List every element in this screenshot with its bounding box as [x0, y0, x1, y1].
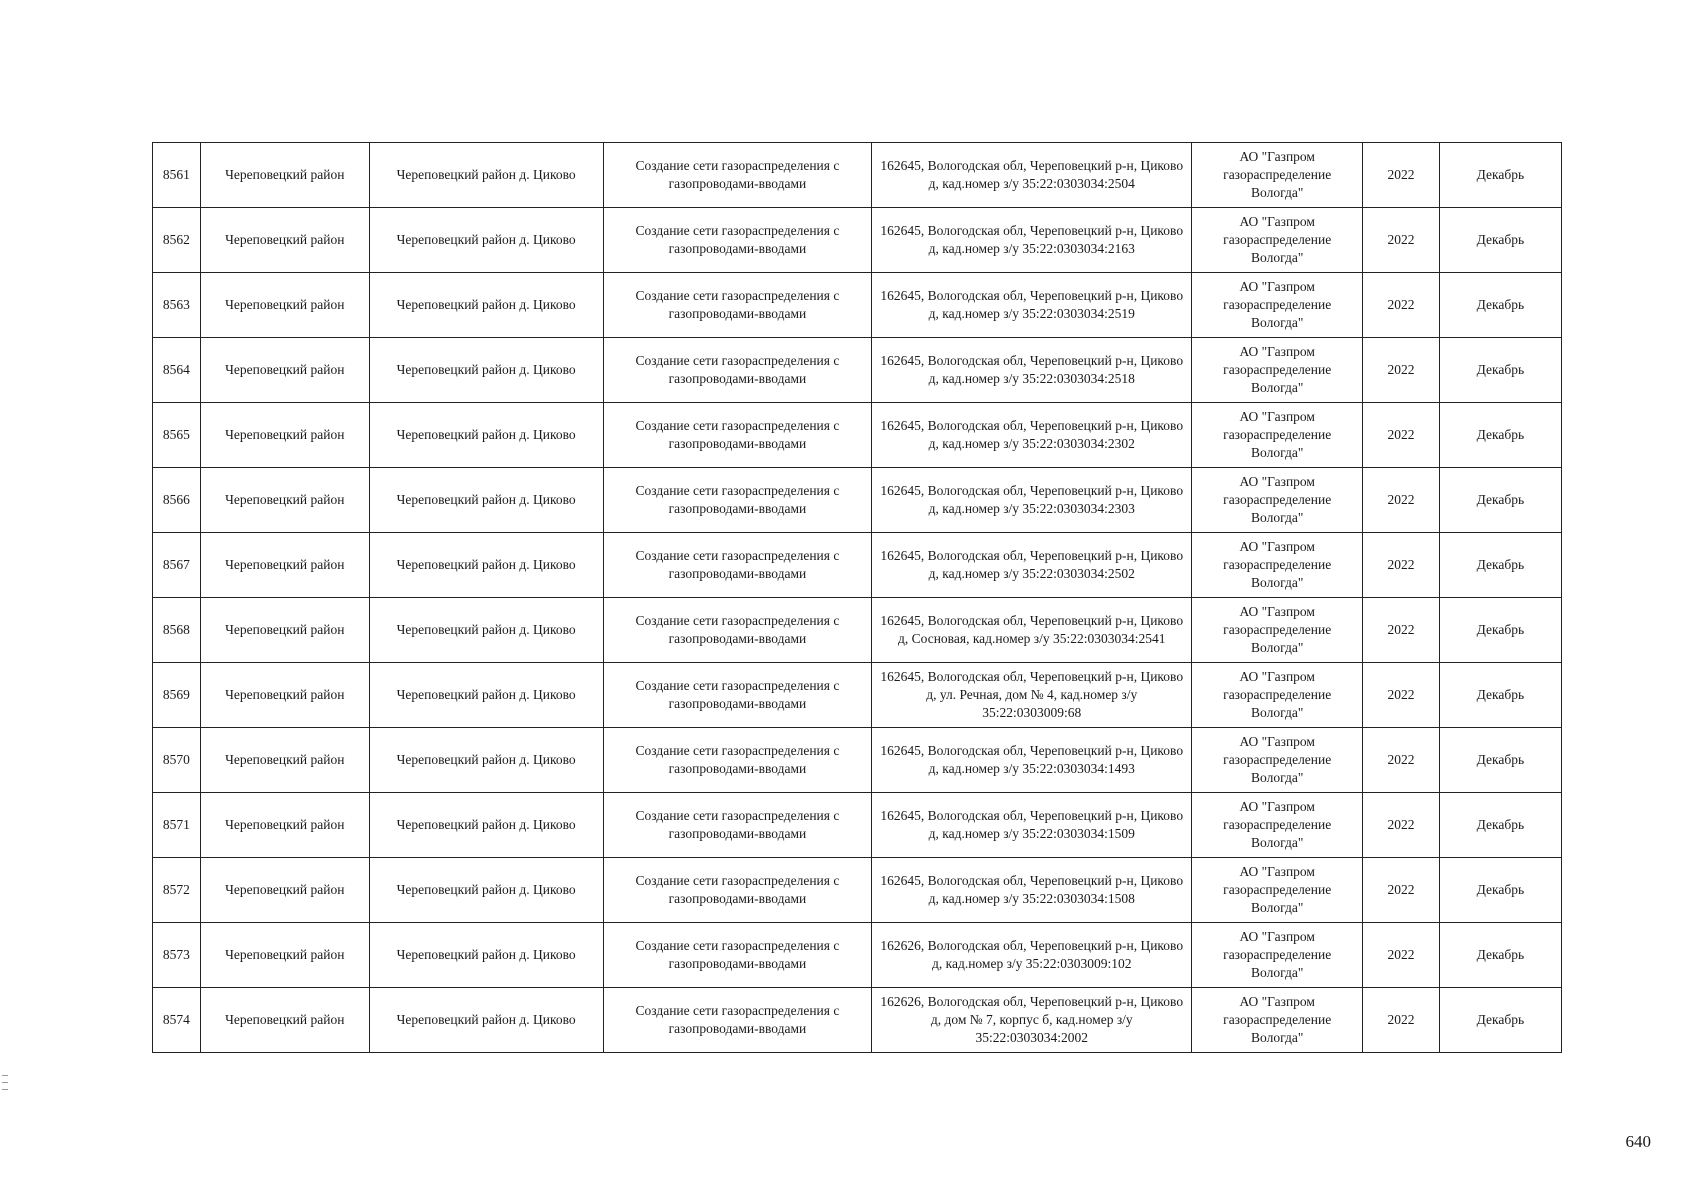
month-cell: Декабрь	[1439, 403, 1561, 468]
page-number: 640	[1625, 1132, 1651, 1151]
organization-cell: АО "Газпром газораспределение Вологда"	[1192, 403, 1363, 468]
locality-cell: Череповецкий район д. Циково	[369, 923, 603, 988]
address-cell: 162645, Вологодская обл, Череповецкий р-н, Циково д, кад.номер з/у 35:22:0303034:2518	[872, 338, 1192, 403]
district-cell: Череповецкий район	[200, 923, 369, 988]
row-number-cell: 8573	[153, 923, 201, 988]
object-cell: Создание сети газораспределения с газопроводами-вводами	[603, 923, 872, 988]
district-cell: Череповецкий район	[200, 208, 369, 273]
object-cell: Создание сети газораспределения с газопроводами-вводами	[603, 468, 872, 533]
district-cell: Череповецкий район	[200, 143, 369, 208]
district-cell: Череповецкий район	[200, 988, 369, 1053]
locality-cell: Череповецкий район д. Циково	[369, 663, 603, 728]
address-cell: 162645, Вологодская обл, Череповецкий р-н, Циково д, кад.номер з/у 35:22:0303034:1493	[872, 728, 1192, 793]
object-cell: Создание сети газораспределения с газопроводами-вводами	[603, 208, 872, 273]
month-cell: Декабрь	[1439, 663, 1561, 728]
object-cell: Создание сети газораспределения с газопроводами-вводами	[603, 338, 872, 403]
district-cell: Череповецкий район	[200, 338, 369, 403]
month-cell: Декабрь	[1439, 793, 1561, 858]
row-number-cell: 8563	[153, 273, 201, 338]
address-cell: 162645, Вологодская обл, Череповецкий р-н, Циково д, кад.номер з/у 35:22:0303034:2303	[872, 468, 1192, 533]
table-row	[153, 273, 1562, 338]
month-cell: Декабрь	[1439, 923, 1561, 988]
month-cell: Декабрь	[1439, 143, 1561, 208]
month-cell: Декабрь	[1439, 988, 1561, 1053]
row-number-cell: 8572	[153, 858, 201, 923]
organization-cell: АО "Газпром газораспределение Вологда"	[1192, 338, 1363, 403]
organization-cell: АО "Газпром газораспределение Вологда"	[1192, 988, 1363, 1053]
district-cell: Череповецкий район	[200, 533, 369, 598]
locality-cell: Череповецкий район д. Циково	[369, 793, 603, 858]
address-cell: 162645, Вологодская обл, Череповецкий р-н, Циково д, кад.номер з/у 35:22:0303034:2519	[872, 273, 1192, 338]
address-cell: 162645, Вологодская обл, Череповецкий р-н, Циково д, Сосновая, кад.номер з/у 35:22:0303034:2541	[872, 598, 1192, 663]
table-body	[153, 143, 1562, 1053]
organization-cell: АО "Газпром газораспределение Вологда"	[1192, 793, 1363, 858]
row-number-cell: 8562	[153, 208, 201, 273]
organization-cell: АО "Газпром газораспределение Вологда"	[1192, 533, 1363, 598]
year-cell: 2022	[1363, 403, 1440, 468]
year-cell: 2022	[1363, 923, 1440, 988]
object-cell: Создание сети газораспределения с газопроводами-вводами	[603, 598, 872, 663]
month-cell: Декабрь	[1439, 533, 1561, 598]
table-row	[153, 858, 1562, 923]
district-cell: Череповецкий район	[200, 663, 369, 728]
year-cell: 2022	[1363, 273, 1440, 338]
locality-cell: Череповецкий район д. Циково	[369, 468, 603, 533]
district-cell: Череповецкий район	[200, 468, 369, 533]
object-cell: Создание сети газораспределения с газопроводами-вводами	[603, 533, 872, 598]
month-cell: Декабрь	[1439, 858, 1561, 923]
locality-cell: Череповецкий район д. Циково	[369, 143, 603, 208]
year-cell: 2022	[1363, 208, 1440, 273]
table-row	[153, 728, 1562, 793]
locality-cell: Череповецкий район д. Циково	[369, 728, 603, 793]
year-cell: 2022	[1363, 663, 1440, 728]
locality-cell: Череповецкий район д. Циково	[369, 208, 603, 273]
address-cell: 162645, Вологодская обл, Череповецкий р-н, Циково д, кад.номер з/у 35:22:0303034:2163	[872, 208, 1192, 273]
district-cell: Череповецкий район	[200, 858, 369, 923]
row-number-cell: 8569	[153, 663, 201, 728]
organization-cell: АО "Газпром газораспределение Вологда"	[1192, 468, 1363, 533]
organization-cell: АО "Газпром газораспределение Вологда"	[1192, 273, 1363, 338]
address-cell: 162626, Вологодская обл, Череповецкий р-н, Циково д, кад.номер з/у 35:22:0303009:102	[872, 923, 1192, 988]
district-cell: Череповецкий район	[200, 273, 369, 338]
row-number-cell: 8570	[153, 728, 201, 793]
month-cell: Декабрь	[1439, 728, 1561, 793]
organization-cell: АО "Газпром газораспределение Вологда"	[1192, 858, 1363, 923]
year-cell: 2022	[1363, 793, 1440, 858]
year-cell: 2022	[1363, 468, 1440, 533]
row-number-cell: 8566	[153, 468, 201, 533]
object-cell: Создание сети газораспределения с газопроводами-вводами	[603, 793, 872, 858]
object-cell: Создание сети газораспределения с газопроводами-вводами	[603, 143, 872, 208]
object-cell: Создание сети газораспределения с газопроводами-вводами	[603, 403, 872, 468]
table-row	[153, 468, 1562, 533]
row-number-cell: 8567	[153, 533, 201, 598]
object-cell: Создание сети газораспределения с газопроводами-вводами	[603, 273, 872, 338]
locality-cell: Череповецкий район д. Циково	[369, 598, 603, 663]
table-row	[153, 988, 1562, 1053]
month-cell: Декабрь	[1439, 338, 1561, 403]
organization-cell: АО "Газпром газораспределение Вологда"	[1192, 923, 1363, 988]
address-cell: 162645, Вологодская обл, Череповецкий р-н, Циково д, кад.номер з/у 35:22:0303034:1508	[872, 858, 1192, 923]
locality-cell: Череповецкий район д. Циково	[369, 533, 603, 598]
year-cell: 2022	[1363, 598, 1440, 663]
table-row	[153, 793, 1562, 858]
row-number-cell: 8568	[153, 598, 201, 663]
locality-cell: Череповецкий район д. Циково	[369, 338, 603, 403]
address-cell: 162645, Вологодская обл, Череповецкий р-н, Циково д, кад.номер з/у 35:22:0303034:2504	[872, 143, 1192, 208]
row-number-cell: 8571	[153, 793, 201, 858]
object-cell: Создание сети газораспределения с газопроводами-вводами	[603, 728, 872, 793]
table-row	[153, 598, 1562, 663]
table-row	[153, 403, 1562, 468]
district-cell: Череповецкий район	[200, 598, 369, 663]
locality-cell: Череповецкий район д. Циково	[369, 273, 603, 338]
district-cell: Череповецкий район	[200, 728, 369, 793]
row-number-cell: 8565	[153, 403, 201, 468]
address-cell: 162645, Вологодская обл, Череповецкий р-н, Циково д, ул. Речная, дом № 4, кад.номер з/у 35:22:0303009:68	[872, 663, 1192, 728]
year-cell: 2022	[1363, 988, 1440, 1053]
organization-cell: АО "Газпром газораспределение Вологда"	[1192, 143, 1363, 208]
year-cell: 2022	[1363, 533, 1440, 598]
address-cell: 162645, Вологодская обл, Череповецкий р-н, Циково д, кад.номер з/у 35:22:0303034:2502	[872, 533, 1192, 598]
scan-edge-mark	[2, 1075, 8, 1105]
month-cell: Декабрь	[1439, 468, 1561, 533]
table-row	[153, 208, 1562, 273]
organization-cell: АО "Газпром газораспределение Вологда"	[1192, 598, 1363, 663]
table-row	[153, 533, 1562, 598]
district-cell: Череповецкий район	[200, 793, 369, 858]
organization-cell: АО "Газпром газораспределение Вологда"	[1192, 728, 1363, 793]
locality-cell: Череповецкий район д. Циково	[369, 988, 603, 1053]
year-cell: 2022	[1363, 728, 1440, 793]
table-row	[153, 923, 1562, 988]
gasification-table	[152, 142, 1562, 1053]
table-row	[153, 338, 1562, 403]
address-cell: 162645, Вологодская обл, Череповецкий р-н, Циково д, кад.номер з/у 35:22:0303034:2302	[872, 403, 1192, 468]
table-row	[153, 663, 1562, 728]
locality-cell: Череповецкий район д. Циково	[369, 403, 603, 468]
address-cell: 162645, Вологодская обл, Череповецкий р-н, Циково д, кад.номер з/у 35:22:0303034:1509	[872, 793, 1192, 858]
table-row	[153, 143, 1562, 208]
district-cell: Череповецкий район	[200, 403, 369, 468]
month-cell: Декабрь	[1439, 598, 1561, 663]
month-cell: Декабрь	[1439, 273, 1561, 338]
row-number-cell: 8564	[153, 338, 201, 403]
address-cell: 162626, Вологодская обл, Череповецкий р-н, Циково д, дом № 7, корпус б, кад.номер з/у 35:22:0303034:2002	[872, 988, 1192, 1053]
object-cell: Создание сети газораспределения с газопроводами-вводами	[603, 663, 872, 728]
year-cell: 2022	[1363, 858, 1440, 923]
organization-cell: АО "Газпром газораспределение Вологда"	[1192, 663, 1363, 728]
row-number-cell: 8561	[153, 143, 201, 208]
object-cell: Создание сети газораспределения с газопроводами-вводами	[603, 858, 872, 923]
row-number-cell: 8574	[153, 988, 201, 1053]
locality-cell: Череповецкий район д. Циково	[369, 858, 603, 923]
organization-cell: АО "Газпром газораспределение Вологда"	[1192, 208, 1363, 273]
month-cell: Декабрь	[1439, 208, 1561, 273]
object-cell: Создание сети газораспределения с газопроводами-вводами	[603, 988, 872, 1053]
year-cell: 2022	[1363, 143, 1440, 208]
year-cell: 2022	[1363, 338, 1440, 403]
